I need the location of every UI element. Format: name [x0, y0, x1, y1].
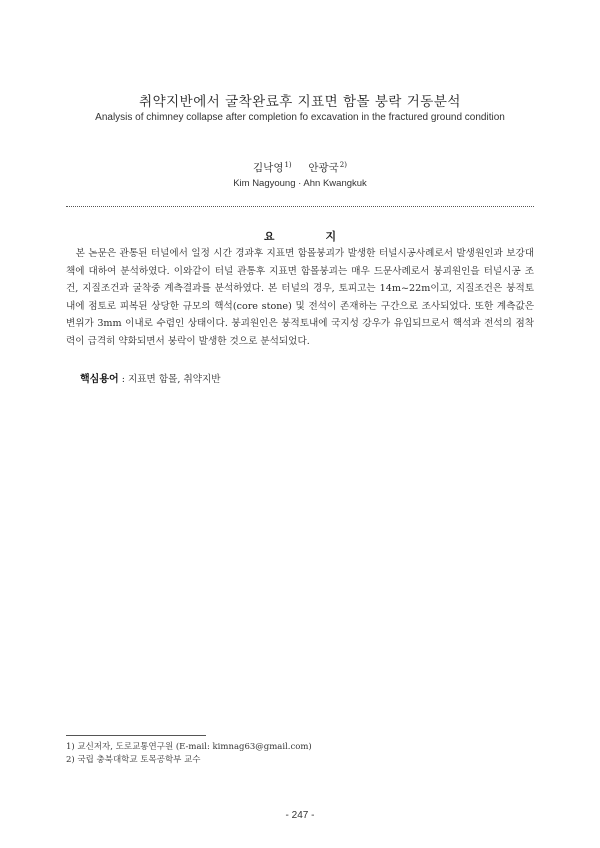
author-footnote-mark: 1)	[284, 161, 292, 169]
footnotes	[66, 741, 312, 767]
keywords	[80, 370, 221, 385]
section-divider	[66, 206, 534, 207]
authors-korean	[0, 160, 600, 175]
author-footnote-mark: 2)	[339, 161, 347, 169]
abstract-heading: 요 지	[263, 231, 361, 243]
author-name: 안광국	[308, 162, 339, 174]
authors-english: Kim Nagyoung · Ahn Kwangkuk	[233, 178, 367, 189]
keywords-separator: :	[121, 374, 125, 385]
abstract-body: 본 논문은 관통된 터널에서 일정 시간 경과후 지표면 함몰붕괴가 발생한 터널시공사례로서 발생원인과 보강대책에 대하여 분석하였다. 이와같이 터널 관통후 지표면 함몰붕괴는 매우 드문사례로서 붕괴원인을 터널시공 조건, 지질조건과 굴착중 계측결과를 분석하였다. 본 터널의 경우, 토피고는 14m~22m이고, 지질조건은 붕적토 내에 점토로 피복된 상당한 규모의 핵석(core stone) 및 전석이 존재하는 구간으로 조사되었다. 또한 계측값은 변위가 3mm 이내로 수렴인 상태이다. 붕괴원인은 붕적토내에 국지성 강우가 유입되므로서 핵석과 전석의 점착력이 급격히 약화되면서 붕락이 발생한 것으로 분석되었다.	[66, 248, 534, 347]
author-name: 김낙영	[253, 162, 284, 174]
keywords-value: 지표면 함몰, 취약지반	[128, 374, 221, 385]
footnote-rule	[66, 735, 206, 736]
paper-title-korean: 취약지반에서 굴착완료후 지표면 함몰 붕락 거동분석	[139, 94, 461, 110]
footnote: 2) 국립 충북대학교 토목공학부 교수	[66, 755, 201, 765]
footnote: 1) 교신저자, 도로교통연구원 (E-mail: kimnag63@gmail.com)	[66, 742, 312, 752]
paper-title-english: Analysis of chimney collapse after completion fo excavation in the fractured ground condition	[95, 112, 505, 123]
keywords-label: 핵심용어	[80, 374, 119, 385]
page-number: - 247 -	[285, 810, 315, 821]
